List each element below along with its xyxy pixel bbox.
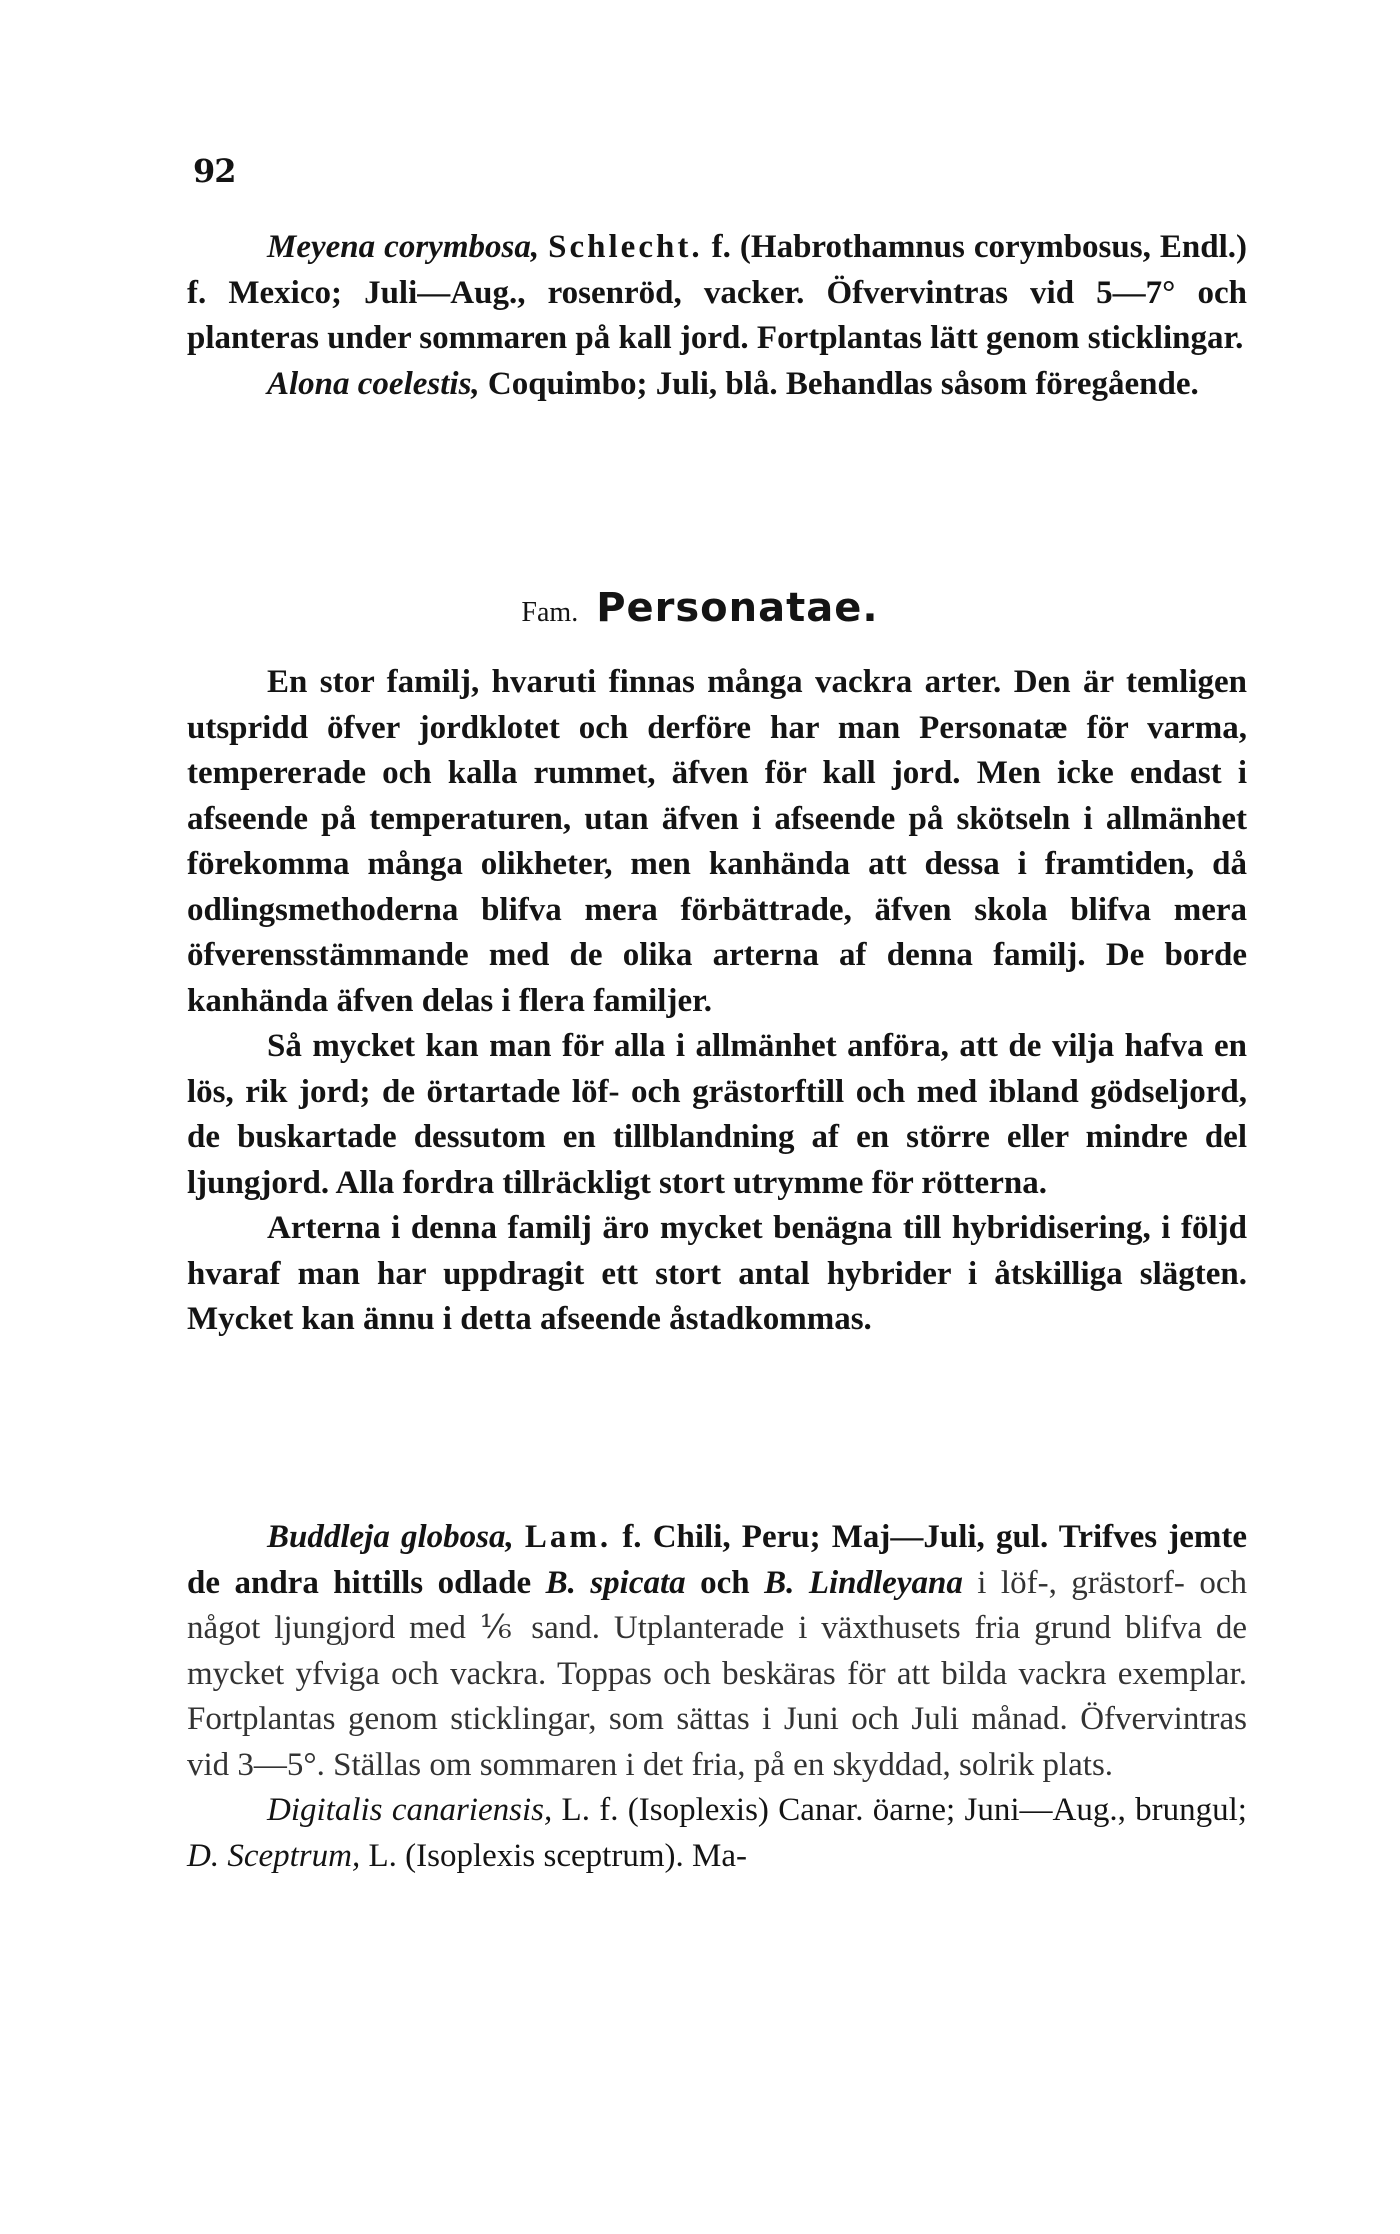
entry-text: f. (Habrothamnus corymbosus, Endl.) f. Mexico; Juli—Aug., rosenröd, vacker. Öfvervintras vid 5—7° och planteras under sommaren på kall jord. Fortplantas lätt genom sticklingar. (187, 229, 1248, 356)
author-name: Schlecht. (548, 229, 703, 265)
entry-buddleja (187, 1515, 1247, 1788)
species-reference: D. Sceptrum, (187, 1837, 361, 1874)
entries-before-heading (187, 225, 1247, 407)
species-name: Buddleja globosa, (267, 1519, 514, 1555)
entry-text: L. f. (Isoplexis) Canar. öarne; Juni—Aug., brungul; (552, 1792, 1247, 1828)
family-title: Personatae. (596, 585, 879, 631)
paragraph-hybrid: Arterna i denna familj äro mycket benägna till hybridisering, i följd hvaraf man har uppdragit ett stort antal hybrider i åtskilliga slägten. Mycket kan ännu i detta afseende åstadkommas. (187, 1210, 1247, 1337)
page-number: 92 (193, 152, 236, 190)
entry-text: och (685, 1564, 765, 1601)
entry-text: i löf-, grästorf- och något ljungjord med ⅙ sand. Utplanterade i växthusets fria grund blifva de mycket yfviga och vackra. Toppas och beskäras för att bilda vackra exemplar. Fortplantas genom sticklingar, som sättas i Juni och Juli månad. Öfvervintras vid 3—5°. Ställas om sommaren i det fria, på en skyddad, solrik plats. (187, 1564, 1248, 1783)
entry-text: L. (Isoplexis sceptrum). Ma- (360, 1837, 747, 1874)
paragraph-intro: En stor familj, hvaruti finnas många vackra arter. Den är temligen utspridd öfver jordklotet och derföre har man Personatæ för varma, tempererade och kalla rummet, äfven för kall jord. Men icke endast i afseende på temperaturen, utan äfven i afseende på skötseln i allmänhet förekomma många olikheter, men kanhända att dessa i framtiden, då odlingsmethoderna blifva mera förbättrade, äfven skola blifva mera öfverensstämmande med de olika arterna af denna familj. De borde kanhända äfven delas i flera familjer. (187, 664, 1247, 1019)
paragraph-soil: Så mycket kan man för alla i allmänhet anföra, att de vilja hafva en lös, rik jord; de örtartade löf- och grästorftill och med ibland gödseljord, de buskartade dessutom en tillblandning af en större eller mindre del ljungjord. Alla fordra tillräckligt stort utrymme för rötterna. (187, 1028, 1247, 1201)
entry-text: Coquimbo; Juli, blå. Behandlas såsom föregående. (479, 365, 1199, 402)
entry-digitalis (187, 1788, 1247, 1879)
species-reference: B. Lindleyana (764, 1564, 963, 1601)
entry-alona (187, 362, 1247, 408)
entries-after-heading (187, 1515, 1247, 1879)
family-heading (0, 585, 1400, 631)
species-name: Alona coelestis, (267, 365, 480, 402)
author-name: Lam. (524, 1519, 612, 1555)
entry-text: f. Chili, Peru; Maj—Juli, gul. Trifves jemte de andra hittills odlade (187, 1519, 1248, 1601)
family-prefix: Fam. (521, 597, 579, 628)
entry-meyena (187, 225, 1247, 362)
species-name: Digitalis canariensis, (267, 1792, 553, 1828)
species-name: Meyena corymbosa, (267, 229, 540, 265)
family-description (187, 660, 1247, 1343)
species-reference: B. spicata (545, 1564, 686, 1601)
